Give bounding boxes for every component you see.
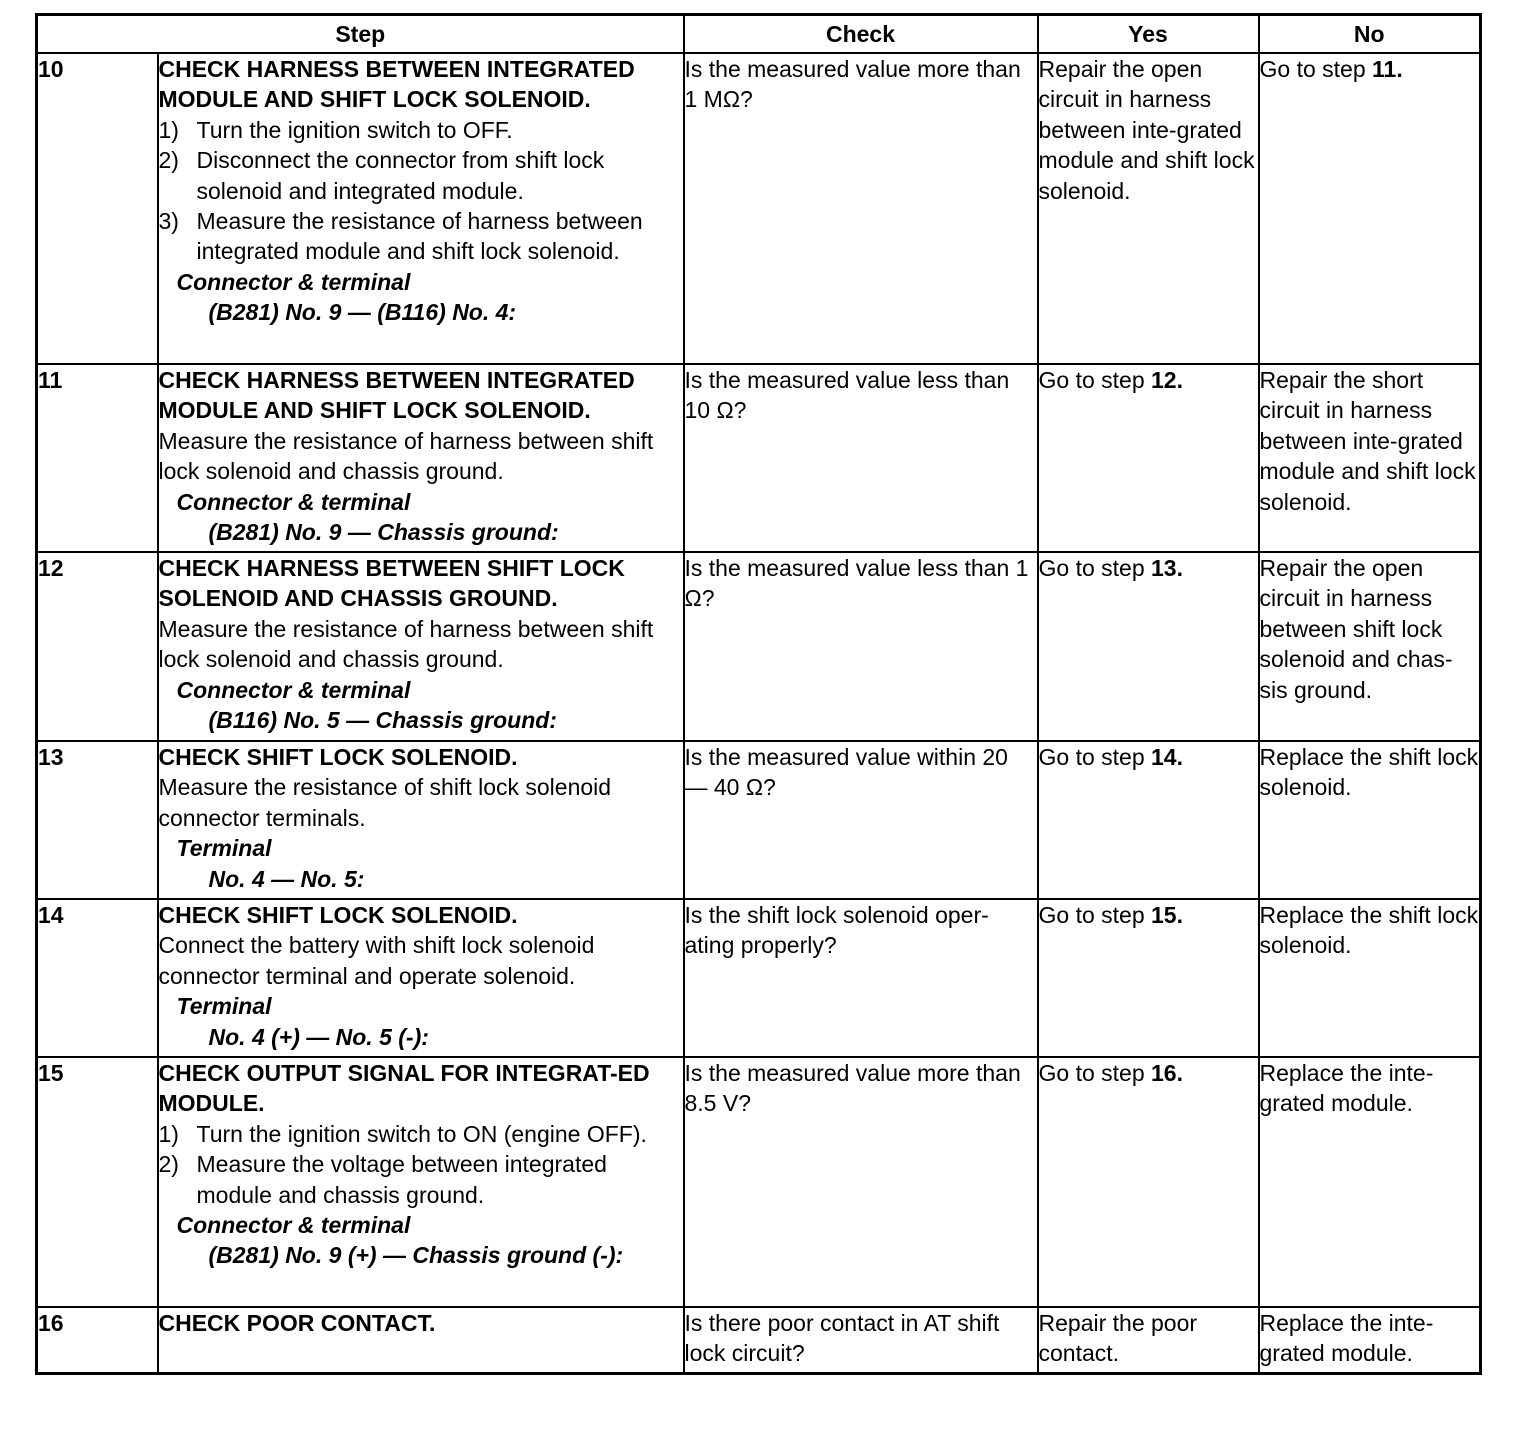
yes-action bbox=[1038, 552, 1259, 741]
table-row bbox=[37, 1307, 1481, 1373]
no-action bbox=[1259, 899, 1481, 1057]
yes-action-text: Go to step bbox=[1038, 744, 1145, 770]
step-title: CHECK HARNESS BETWEEN SHIFT LOCK SOLENOID AND CHASSIS GROUND. bbox=[158, 555, 625, 612]
diagnostic-procedure-table bbox=[35, 13, 1482, 1375]
step-header: Step bbox=[37, 15, 684, 54]
connector-label: Terminal bbox=[176, 835, 272, 862]
sub-step-marker: 1) bbox=[158, 116, 179, 143]
step-description bbox=[158, 1307, 684, 1373]
yes-action-text: Repair the poor contact. bbox=[1038, 1310, 1198, 1367]
yes-action bbox=[1038, 741, 1259, 899]
check-question: Is the measured value more than 8.5 V? bbox=[684, 1057, 1038, 1307]
check-question: Is the measured value more than 1 MΩ? bbox=[684, 53, 1038, 364]
step-number: 11 bbox=[37, 364, 158, 552]
connector-value: (B281) No. 9 — Chassis ground: bbox=[208, 519, 559, 546]
step-number: 13 bbox=[37, 741, 158, 899]
sub-step-marker: 1) bbox=[158, 1120, 179, 1147]
step-description bbox=[158, 1057, 684, 1307]
step-description bbox=[158, 552, 684, 741]
connector-value: (B116) No. 5 — Chassis ground: bbox=[208, 707, 557, 734]
step-description bbox=[158, 364, 684, 552]
check-question: Is the measured value less than 10 Ω? bbox=[684, 364, 1038, 552]
no-action-text: Repair the open circuit in harness between shift lock solenoid and chas-sis ground. bbox=[1259, 555, 1453, 703]
yes-action-text: Go to step bbox=[1038, 555, 1145, 581]
connector-label: Connector & terminal bbox=[176, 676, 411, 703]
yes-step-ref: 12. bbox=[1151, 367, 1183, 393]
sub-step-list bbox=[159, 1119, 683, 1210]
no-action bbox=[1259, 1307, 1481, 1373]
step-title: CHECK HARNESS BETWEEN INTEGRATED MODULE AND SHIFT LOCK SOLENOID. bbox=[158, 56, 635, 113]
step-description bbox=[158, 741, 684, 899]
yes-header: Yes bbox=[1038, 15, 1259, 54]
no-action bbox=[1259, 364, 1481, 552]
yes-step-ref: 13. bbox=[1151, 555, 1183, 581]
yes-action bbox=[1038, 364, 1259, 552]
sub-step-marker: 2) bbox=[158, 1151, 179, 1178]
sub-step-text: Disconnect the connector from shift lock solenoid and integrated module. bbox=[196, 147, 605, 204]
connector-value: (B281) No. 9 (+) — Chassis ground (-): bbox=[208, 1242, 624, 1269]
yes-step-ref: 15. bbox=[1151, 902, 1183, 928]
step-instruction: Measure the resistance of harness between shift lock solenoid and chassis ground. bbox=[158, 615, 654, 673]
header-row bbox=[37, 15, 1481, 54]
yes-action-text: Go to step bbox=[1038, 902, 1145, 928]
connector-value: No. 4 — No. 5: bbox=[208, 865, 365, 892]
step-title: CHECK HARNESS BETWEEN INTEGRATED MODULE AND SHIFT LOCK SOLENOID. bbox=[158, 367, 635, 424]
step-instruction: Measure the resistance of harness between shift lock solenoid and chassis ground. bbox=[158, 427, 654, 485]
sub-step-text: Measure the voltage between integrated module and chassis ground. bbox=[196, 1151, 607, 1208]
no-action-text: Go to step bbox=[1259, 56, 1366, 82]
table-row bbox=[37, 899, 1481, 1057]
no-action-text: Replace the inte-grated module. bbox=[1259, 1060, 1434, 1117]
step-number: 12 bbox=[37, 552, 158, 741]
step-title: CHECK OUTPUT SIGNAL FOR INTEGRAT-ED MODULE. bbox=[158, 1060, 650, 1117]
step-instruction: Measure the resistance of shift lock solenoid connector terminals. bbox=[158, 774, 612, 831]
step-title: CHECK SHIFT LOCK SOLENOID. bbox=[158, 744, 518, 770]
connector-label: Connector & terminal bbox=[176, 268, 411, 295]
table-row bbox=[37, 1057, 1481, 1307]
table-row bbox=[37, 552, 1481, 741]
no-action bbox=[1259, 53, 1481, 364]
yes-action bbox=[1038, 1307, 1259, 1373]
table-row bbox=[37, 741, 1481, 899]
yes-step-ref: 16. bbox=[1151, 1060, 1183, 1086]
no-action-text: Repair the short circuit in harness between inte-grated module and shift lock solenoid. bbox=[1259, 367, 1476, 515]
sub-step bbox=[159, 1119, 683, 1149]
no-action bbox=[1259, 741, 1481, 899]
step-instruction: Connect the battery with shift lock solenoid connector terminal and operate solenoid. bbox=[158, 932, 595, 989]
no-step-ref: 11. bbox=[1372, 56, 1403, 82]
no-action bbox=[1259, 1057, 1481, 1307]
check-question: Is there poor contact in AT shift lock circuit? bbox=[684, 1307, 1038, 1373]
yes-action bbox=[1038, 53, 1259, 364]
yes-action-text: Repair the open circuit in harness between inte-grated module and shift lock solenoid. bbox=[1038, 56, 1255, 204]
no-action-text: Replace the shift lock solenoid. bbox=[1259, 744, 1479, 801]
yes-action-text: Go to step bbox=[1038, 1060, 1145, 1086]
step-title: CHECK SHIFT LOCK SOLENOID. bbox=[158, 902, 518, 928]
step-title: CHECK POOR CONTACT. bbox=[158, 1310, 436, 1336]
sub-step-marker: 2) bbox=[158, 147, 179, 174]
yes-action bbox=[1038, 1057, 1259, 1307]
no-action bbox=[1259, 552, 1481, 741]
step-description bbox=[158, 899, 684, 1057]
connector-label: Connector & terminal bbox=[176, 1212, 411, 1239]
connector-label: Connector & terminal bbox=[176, 488, 411, 515]
table-body bbox=[37, 53, 1481, 1373]
check-question: Is the shift lock solenoid oper-ating properly? bbox=[684, 899, 1038, 1057]
table-row bbox=[37, 364, 1481, 552]
no-header: No bbox=[1259, 15, 1481, 54]
sub-step-text: Turn the ignition switch to ON (engine OFF). bbox=[196, 1120, 647, 1147]
check-question: Is the measured value within 20 — 40 Ω? bbox=[684, 741, 1038, 899]
step-number: 15 bbox=[37, 1057, 158, 1307]
sub-step bbox=[159, 206, 683, 267]
no-action-text: Replace the inte-grated module. bbox=[1259, 1310, 1434, 1367]
sub-step-list bbox=[159, 115, 683, 267]
connector-value: (B281) No. 9 — (B116) No. 4: bbox=[208, 299, 517, 326]
step-number: 14 bbox=[37, 899, 158, 1057]
sub-step-marker: 3) bbox=[158, 208, 179, 235]
check-question: Is the measured value less than 1 Ω? bbox=[684, 552, 1038, 741]
step-number: 16 bbox=[37, 1307, 158, 1373]
yes-step-ref: 14. bbox=[1151, 744, 1183, 770]
sub-step bbox=[159, 1149, 683, 1210]
yes-action bbox=[1038, 899, 1259, 1057]
connector-value: No. 4 (+) — No. 5 (-): bbox=[208, 1023, 429, 1050]
step-number: 10 bbox=[37, 53, 158, 364]
table-row bbox=[37, 53, 1481, 364]
sub-step-text: Turn the ignition switch to OFF. bbox=[196, 116, 513, 143]
no-action-text: Replace the shift lock solenoid. bbox=[1259, 902, 1479, 959]
sub-step bbox=[159, 115, 683, 145]
check-header: Check bbox=[684, 15, 1038, 54]
sub-step-text: Measure the resistance of harness between integrated module and shift lock solenoid. bbox=[196, 208, 643, 265]
sub-step bbox=[159, 145, 683, 206]
yes-action-text: Go to step bbox=[1038, 367, 1145, 393]
connector-label: Terminal bbox=[176, 993, 272, 1020]
step-description bbox=[158, 53, 684, 364]
